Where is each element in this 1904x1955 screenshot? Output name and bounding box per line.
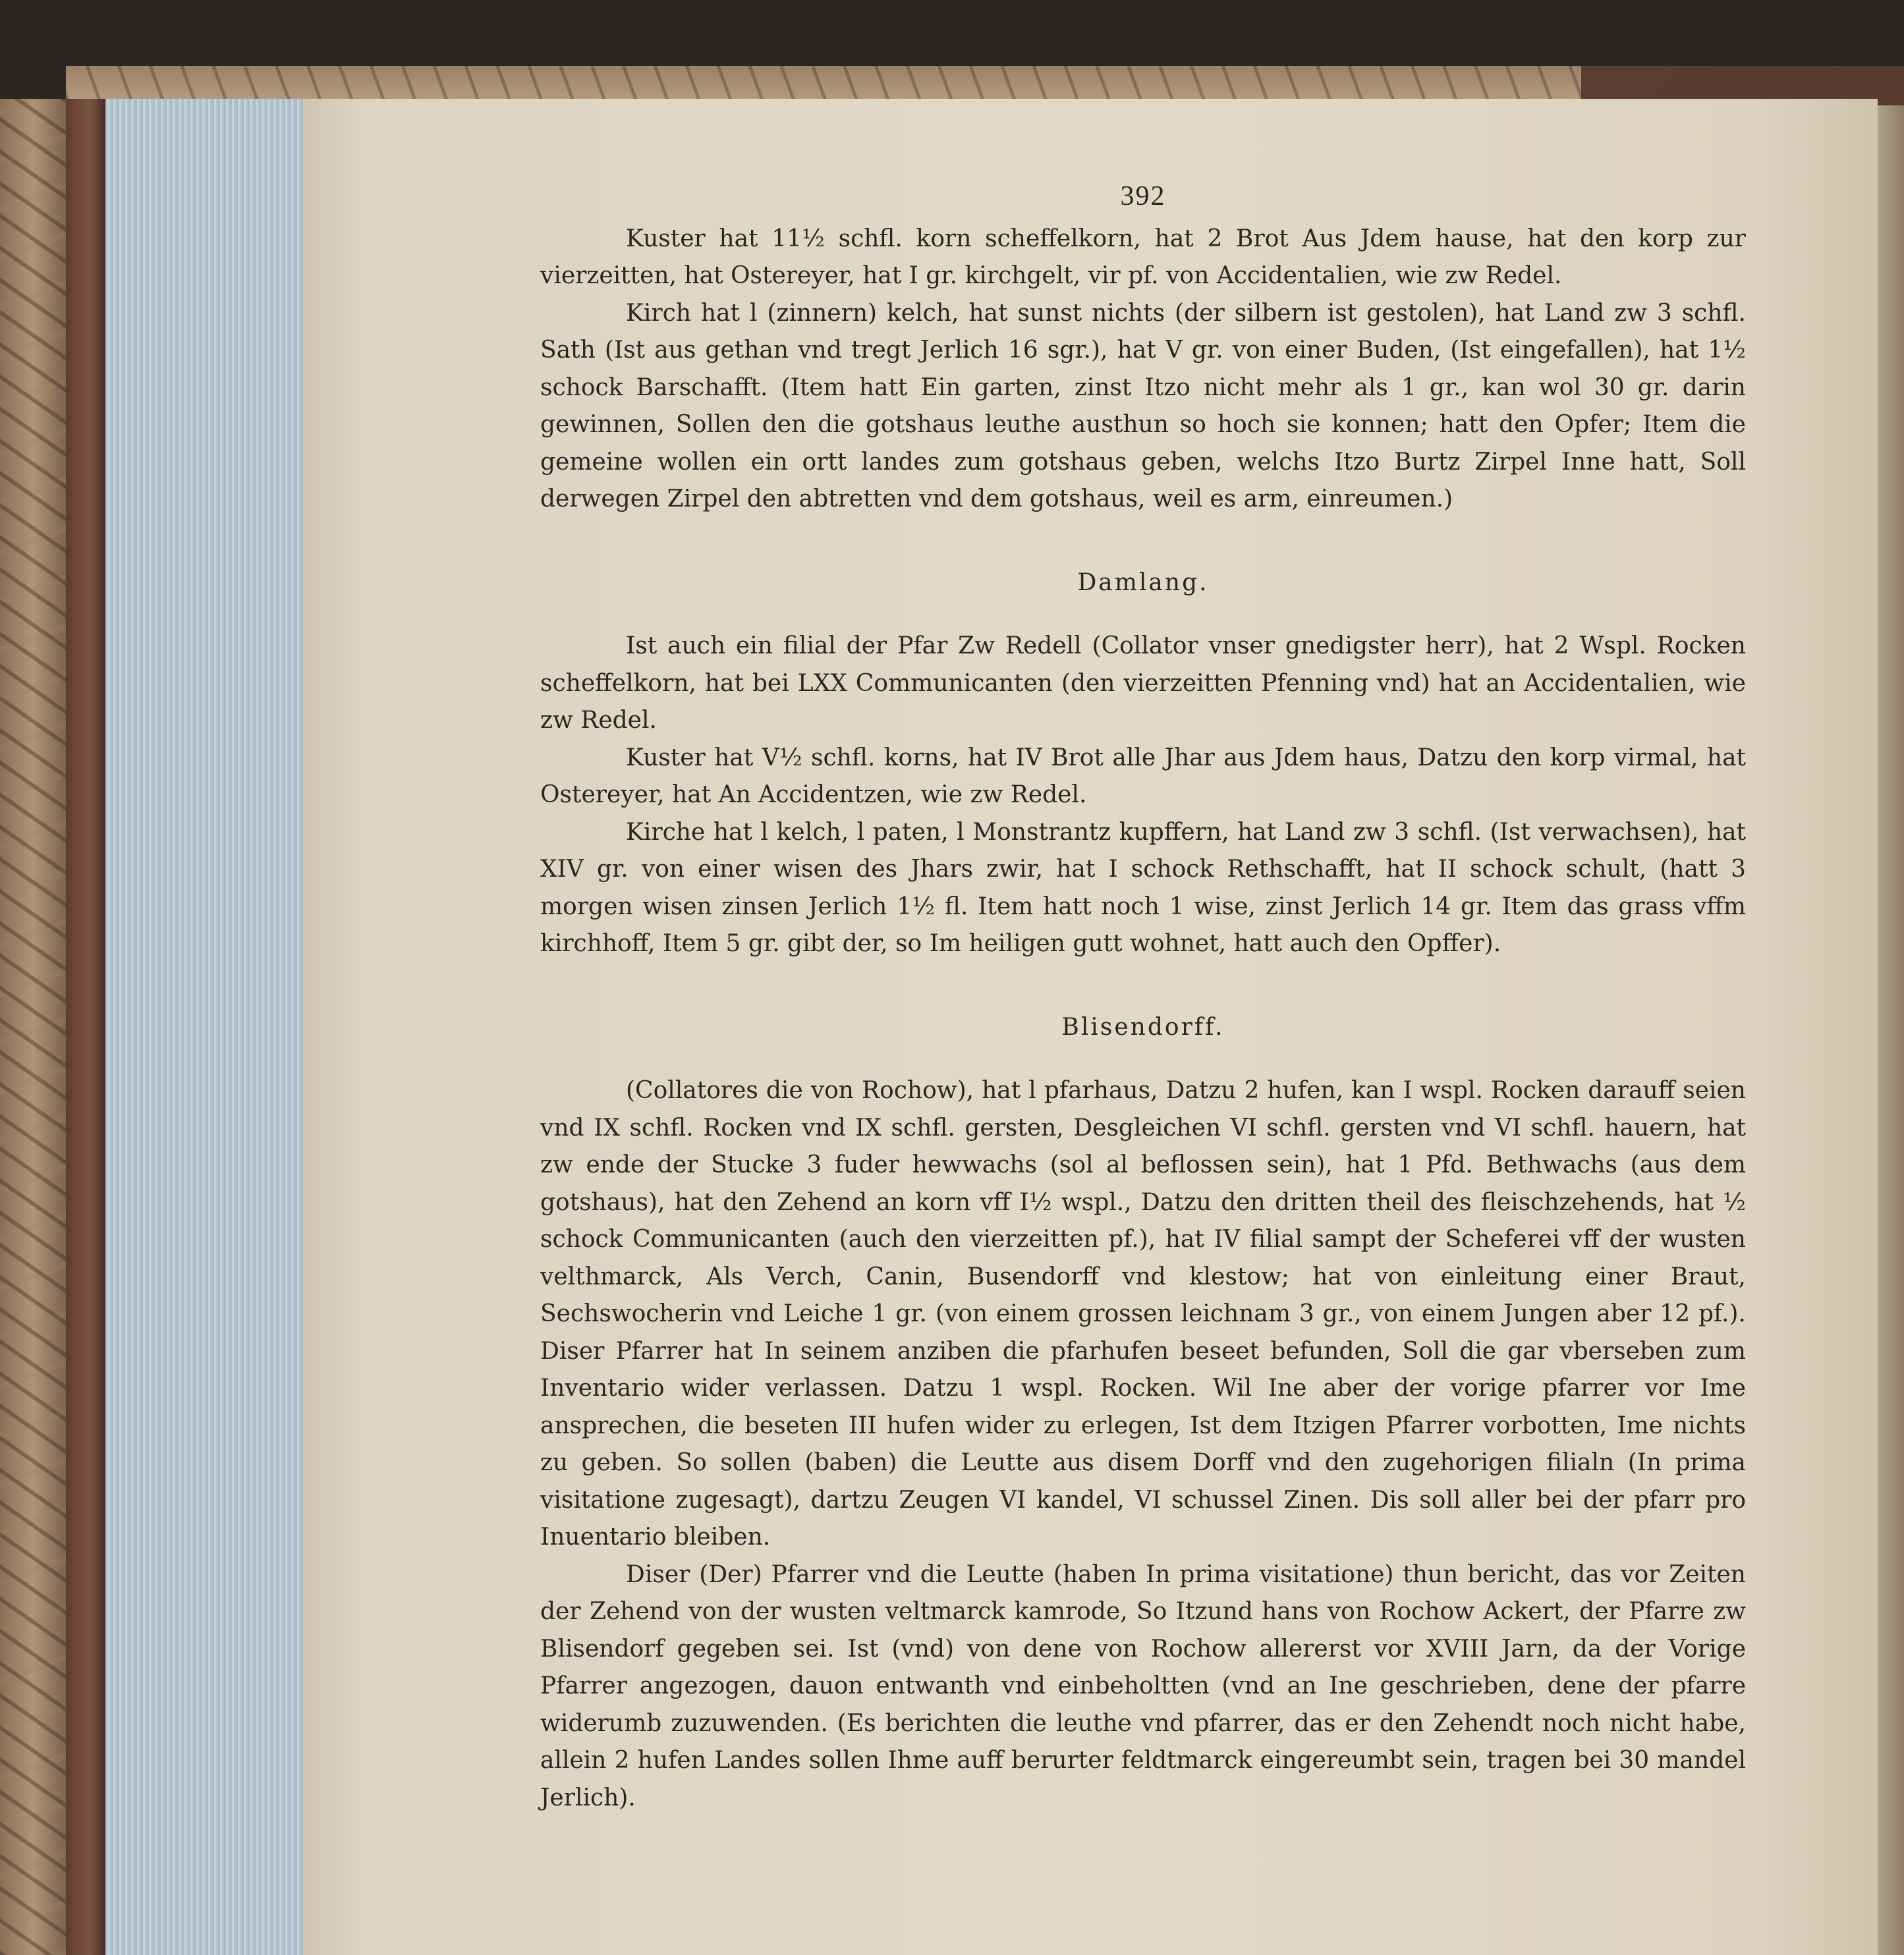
marbled-endpaper-left xyxy=(0,99,66,1955)
section-heading-blisendorff: Blisendorff. xyxy=(1061,1013,1225,1041)
page-edges xyxy=(105,99,303,1955)
page-content xyxy=(540,178,1746,1817)
paragraph: Kuster hat V½ schfl. korns, hat IV Brot alle Jhar aus Jdem haus, Datzu den korp virmal, hat Ostereyer, hat An Accidentzen, wie zw Redel. xyxy=(540,744,1746,808)
paragraph: Kirch hat l (zinnern) kelch, hat sunst nichts (der silbern ist gestolen), hat Land zw 3 schfl. Sath (Ist aus gethan vnd tregt Jerlich 16 sgr.), hat V gr. von einer Buden, (Ist eingefallen), hat 1½ schock Barschafft. (Item hatt Ein garten, zinst Itzo nicht mehr als 1 gr., kan wol 30 gr. darin gewinnen, Sollen den die gotshaus leuthe austhun so hoch sie konnen; hatt den Opfer; Item die gemeine wollen ein ortt landes zum gotshaus geben, welchs Itzo Burtz Zirpel Inne hatt, Soll derwegen Zirpel den abtretten vnd dem gotshaus, weil es arm, einreumen.) xyxy=(540,299,1746,512)
page-number: 392 xyxy=(1120,181,1166,211)
binding-edge xyxy=(66,99,105,1955)
paragraph: Diser (Der) Pfarrer vnd die Leutte (haben In prima visitatione) thun bericht, das vor Zeiten der Zehend von der wusten veltmarck kamrode, So Itzund hans von Rochow Ackert, der Pfarre zw Blisendorf gegeben sei. Ist (vnd) von dene von Rochow allererst vor XVIII Jarn, da der Vorige Pfarrer angezogen, dauon entwanth vnd einbeholtten (vnd an Ine geschrieben, dene der pfarre widerumb zuzuwenden. (Es berichten die leuthe vnd pfarrer, das er den Zehendt noch nicht habe, allein 2 hufen Landes sollen Ihme auff berurter feldtmarck eingereumbt sein, tragen bei 30 mandel Jerlich). xyxy=(540,1560,1746,1811)
paragraph: Kuster hat 11½ schfl. korn scheffelkorn, hat 2 Brot Aus Jdem hause, hat den korp zur vierzeitten, hat Ostereyer, hat I gr. kirchgelt, vir pf. von Accidentalien, wie zw Redel. xyxy=(540,225,1746,289)
paragraph: (Collatores die von Rochow), hat l pfarhaus, Datzu 2 hufen, kan I wspl. Rocken darauff seien vnd IX schfl. Rocken vnd IX schfl. gersten, Desgleichen VI schfl. gersten vnd VI schfl. hauern, hat zw ende der Stucke 3 fuder hewwachs (sol al beflossen sein), hat 1 Pfd. Bethwachs (aus dem gotshaus), hat den Zehend an korn vff I½ wspl., Datzu den dritten theil des fleischzehends, hat ½ schock Communicanten (auch den vierzeitten pf.), hat IV filial sampt der Scheferei vff der wusten velthmarck, Als Verch, Canin, Busendorff vnd klestow; hat von einleitung einer Braut, Sechswocherin vnd Leiche 1 gr. (von einem grossen leichnam 3 gr., von einem Jungen aber 12 pf.). Diser Pfarrer hat In seinem anziben die pfarhufen beseet befunden, Soll die gar vberseben zum Inventario wider verlassen. Datzu 1 wspl. Rocken. Wil Ine aber der vorige pfarrer vor Ime ansprechen, die beseten III hufen wider zu erlegen, Ist dem Itzigen Pfarrer vorbotten, Ime nichts zu geben. So sollen (baben) die Leutte aus disem Dorff vnd den zugehorigen filialn (In prima visitatione zugesagt), dartzu Zeugen VI kandel, VI schussel Zinen. Dis soll aller bei der pfarr pro Inuentario bleiben. xyxy=(540,1077,1746,1551)
section-heading-damlang: Damlang. xyxy=(1077,568,1209,596)
marbled-endpaper-top xyxy=(66,66,1581,99)
paragraph: Kirche hat l kelch, l paten, l Monstrantz kupffern, hat Land zw 3 schfl. (Ist verwachsen), hat XIV gr. von einer wisen des Jhars zwir, hat I schock Rethschafft, hat II schock schult, (hatt 3 morgen wisen zinsen Jerlich 1½ fl. Item hatt noch 1 wise, zinst Jerlich 14 gr. Item das grass vffm kirchhoff, Item 5 gr. gibt der, so Im heiligen gutt wohnet, hatt auch den Opffer). xyxy=(540,818,1746,957)
paragraph: Ist auch ein filial der Pfar Zw Redell (Collator vnser gnedigster herr), hat 2 Wspl. Rocken scheffelkorn, hat bei LXX Communicanten (den vierzeitten Pfenning vnd) hat an Accidentalien, wie zw Redel. xyxy=(540,632,1746,734)
